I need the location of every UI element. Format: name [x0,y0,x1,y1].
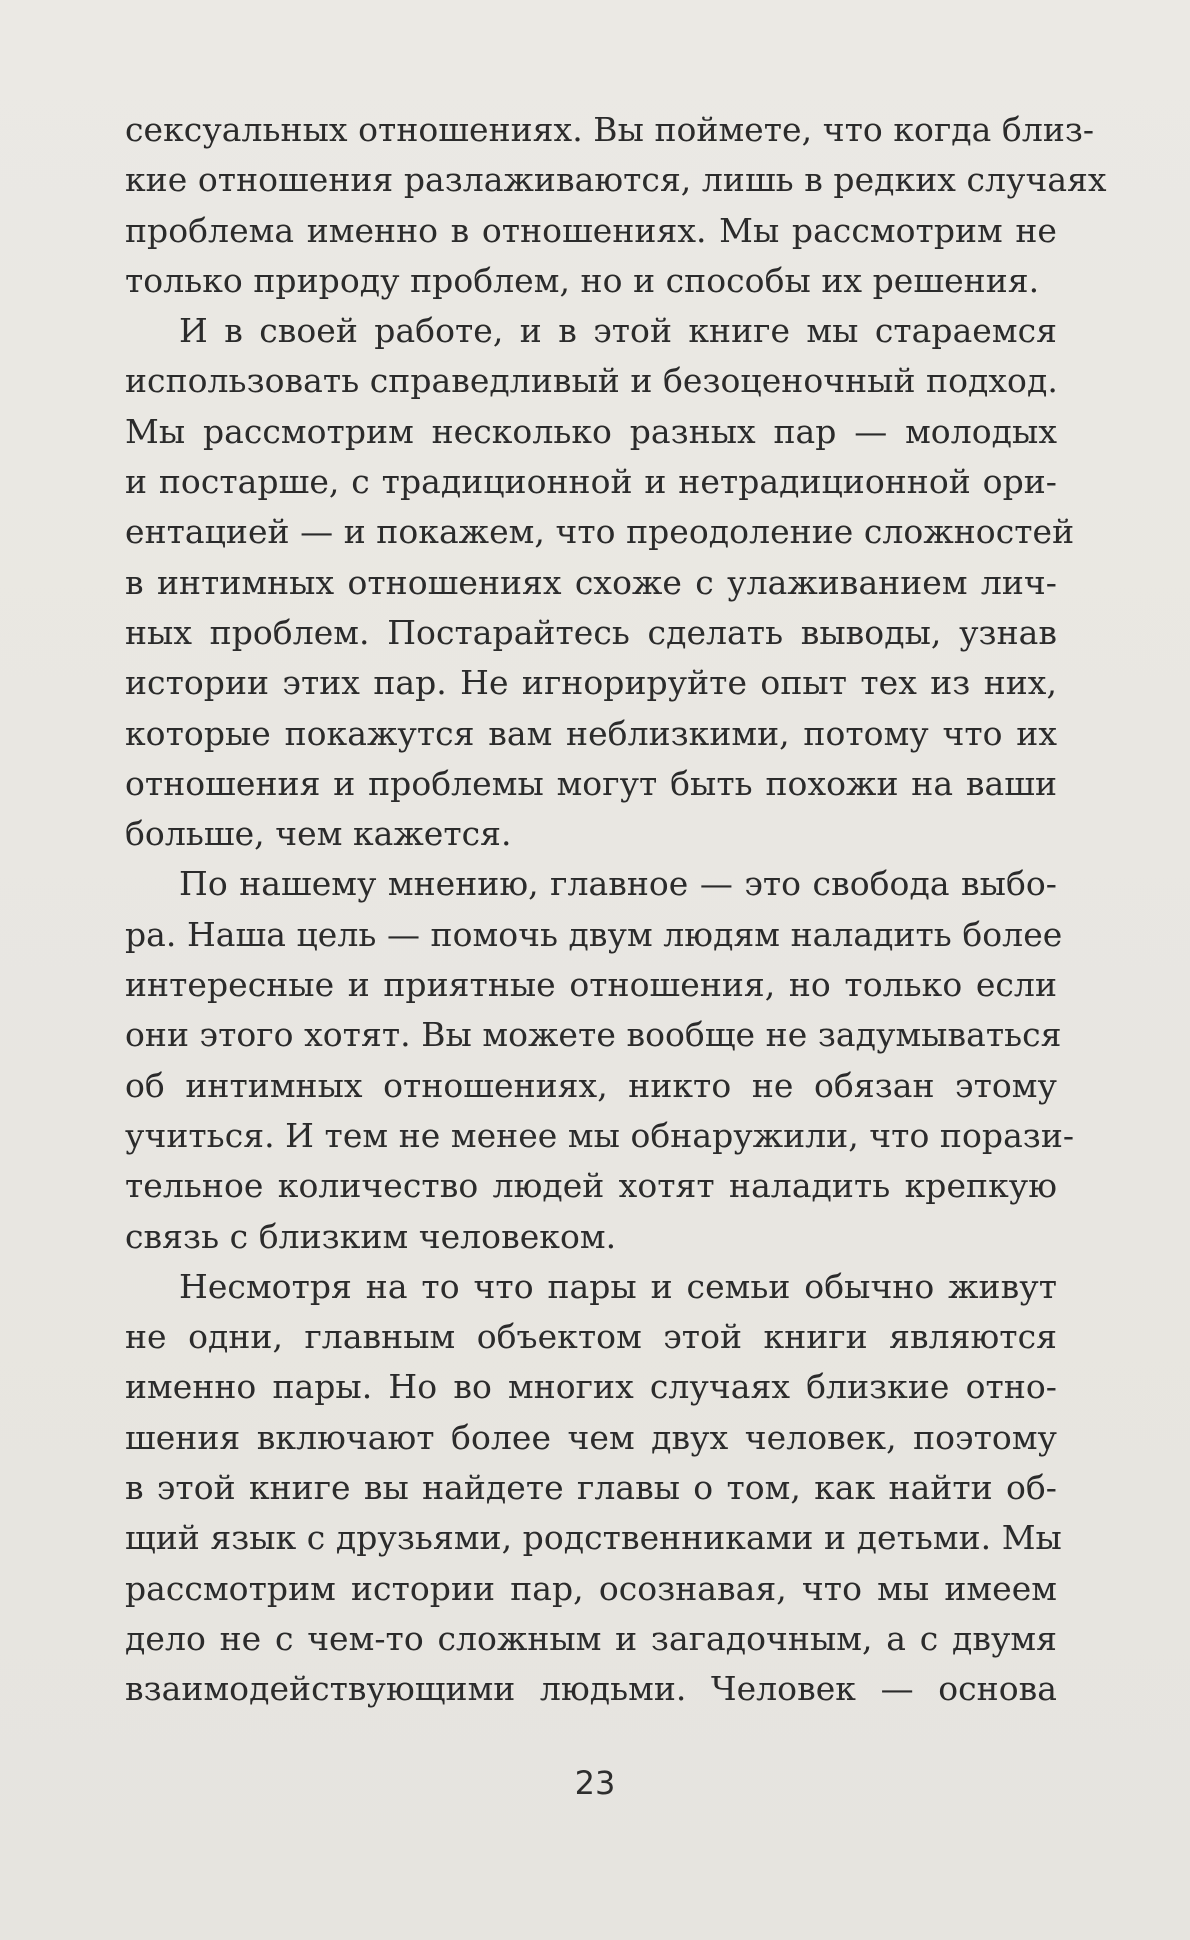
text-line: истории этих пар. Не игнорируйте опыт тех из них, [125,663,1057,703]
text-line: Мы рассмотрим несколько разных пар — молодых [125,411,1057,451]
text-line: связь с близким человеком. [125,1216,617,1256]
text-line: И в своей работе, и в этой книге мы стараемся [179,311,1057,351]
text-line: в этой книге вы найдете главы о том, как найти об- [125,1468,1057,1508]
text-line: которые покажутся вам неблизкими, потому что их [125,713,1057,753]
text-line: шения включают более чем двух человек, поэтому [125,1417,1057,1457]
text-line: не одни, главным объектом этой книги являются [125,1317,1057,1357]
text-line: об интимных отношениях, никто не обязан этому [125,1065,1057,1105]
text-line: дело не с чем-то сложным и загадочным, а с двумя [125,1618,1057,1658]
text-line: отношения и проблемы могут быть похожи на ваши [125,763,1057,803]
text-line: По нашему мнению, главное — это свобода выбо- [179,864,1057,904]
text-line: Несмотря на то что пары и семьи обычно живут [179,1266,1057,1306]
paragraph [125,859,1075,1261]
text-line: только природу проблем, но и способы их решения. [125,260,1040,300]
text-line: использовать справедливый и безоценочный подход. [125,361,1058,401]
body-text [125,105,1107,1715]
text-line: рассмотрим истории пар, осознавая, что мы имеем [125,1568,1057,1608]
text-line: и постарше, с традиционной и нетрадиционной ори- [125,462,1057,502]
text-line: интересные и приятные отношения, но только если [125,965,1057,1005]
text-line: сексуальных отношениях. Вы поймете, что когда близ- [125,110,1095,149]
paragraph [125,306,1075,859]
page-number: 23 [574,1764,616,1802]
text-line: именно пары. Но во многих случаях близкие отно- [125,1367,1057,1407]
text-line: они этого хотят. Вы можете вообще не задумываться [125,1015,1062,1055]
text-line: взаимодействующими людьми. Человек — основа [125,1669,1057,1709]
text-line: проблема именно в отношениях. Мы рассмотрим не [125,210,1057,250]
text-line: ных проблем. Постарайтесь сделать выводы, узнав [125,612,1057,652]
paragraph [125,1262,1062,1715]
text-line: щий язык с друзьями, родственниками и детьми. Мы [125,1518,1062,1558]
text-line: в интимных отношениях схоже с улаживанием лич- [125,562,1057,602]
text-line: ра. Наша цель — помочь двум людям наладить более [125,914,1063,954]
text-line: больше, чем кажется. [125,814,512,854]
text-line: тельное количество людей хотят наладить крепкую [125,1166,1057,1206]
text-line: кие отношения разлаживаются, лишь в редких случаях [125,160,1107,200]
text-line: учиться. И тем не менее мы обнаружили, что порази- [125,1115,1075,1155]
text-line: ентацией — и покажем, что преодоление сложностей [125,512,1075,552]
paragraph [125,105,1107,306]
